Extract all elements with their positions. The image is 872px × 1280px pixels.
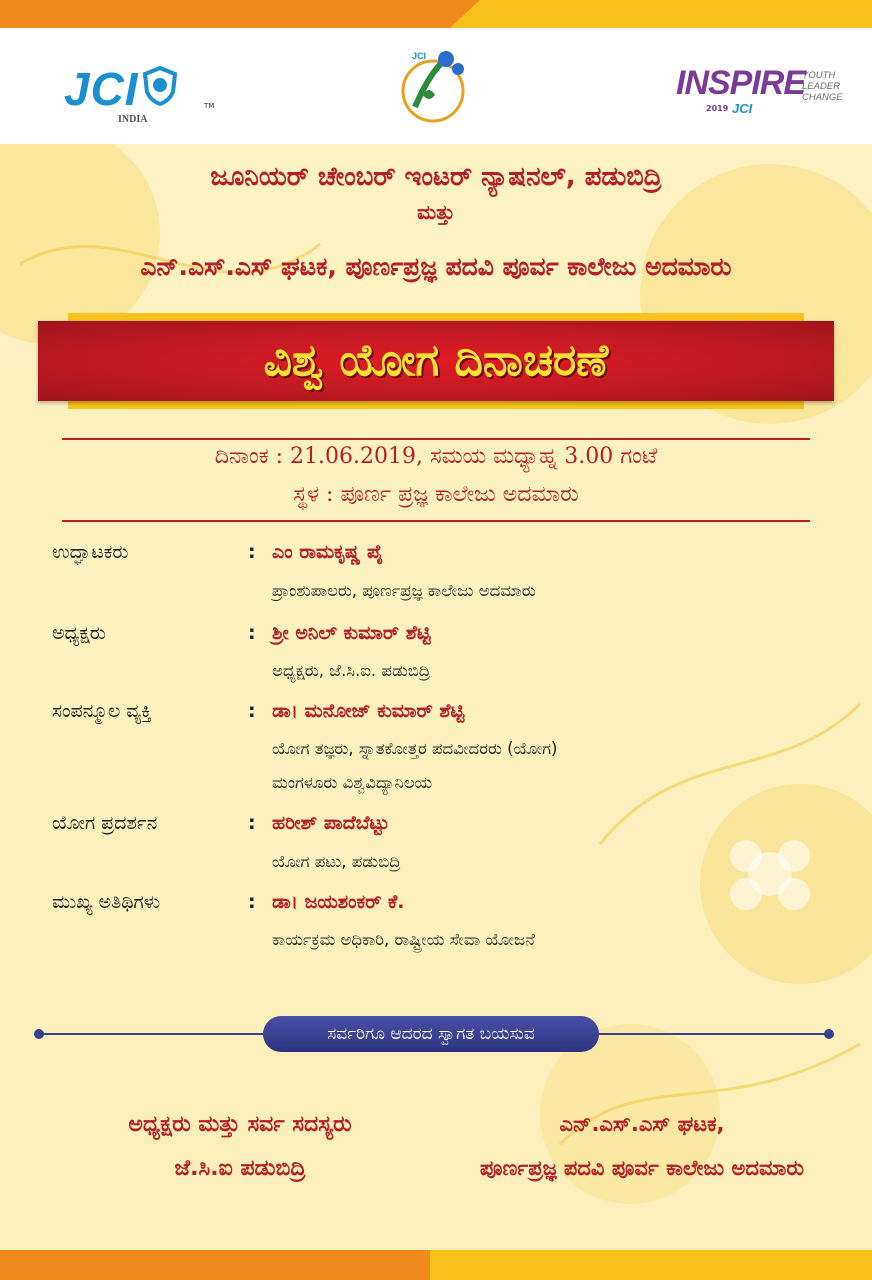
footer-right-line-2: ಪೂರ್ಣಪ್ರಜ್ಞ ಪದವಿ ಪೂರ್ವ ಕಾಲೇಜು ಅದಮಾರು bbox=[479, 1156, 805, 1180]
inspire-logo-word: INSPIRE bbox=[676, 64, 806, 102]
floral-decoration bbox=[0, 144, 872, 1250]
person-description: ಯೋಗ ತಜ್ಞರು, ಸ್ನಾತಕೋತ್ತರ ಪದವೀದರರು (ಯೋಗ) bbox=[272, 739, 558, 758]
inspire-tagline-leader: LEADER bbox=[802, 81, 841, 92]
divider-dot-right bbox=[824, 1029, 834, 1039]
jci-india-logo bbox=[64, 62, 215, 125]
poster-background bbox=[0, 144, 872, 1250]
top-color-strip bbox=[0, 0, 872, 28]
organizer-line-2: ಎನ್.ಎಸ್.ಎಸ್ ಘಟಕ, ಪೂರ್ಣಪ್ರಜ್ಞ ಪದವಿ ಪೂರ್ವ ಕಾಲೇಜು ಅದಮಾರು bbox=[140, 252, 732, 281]
person-description: ಮಂಗಳೂರು ವಿಶ್ವವಿದ್ಯಾನಿಲಯ bbox=[272, 773, 433, 792]
person-name: ಡಾ। ಜಯಶಂಕರ್ ಕೆ. bbox=[272, 891, 405, 913]
inspire-jci: JCI bbox=[732, 101, 753, 116]
welcome-pill: ಸರ್ವರಿಗೂ ಆದರದ ಸ್ವಾಗತ ಬಯಸುವ bbox=[263, 1016, 599, 1052]
colon: : bbox=[248, 700, 256, 722]
person-name: ಹರೀಶ್ ಪಾದೆಬೆಟ್ಟು bbox=[272, 812, 390, 834]
bottom-color-strip bbox=[0, 1250, 872, 1280]
role-label: ಅಧ್ಯಕ್ಷರು bbox=[52, 622, 106, 644]
organizer-line-1: ಜೂನಿಯರ್ ಚೇಂಬರ್ ಇಂಟರ್ ನ್ಯಾಷನಲ್, ಪಡುಬಿದ್ರಿ bbox=[210, 162, 662, 192]
organizer-and: ಮತ್ತು bbox=[417, 200, 455, 224]
inspire-logo bbox=[676, 64, 843, 116]
jci-india-text: INDIA bbox=[118, 114, 148, 125]
event-title-banner bbox=[38, 313, 834, 409]
colon: : bbox=[248, 812, 256, 834]
colon: : bbox=[248, 891, 256, 913]
inspire-tagline bbox=[802, 70, 843, 103]
divider-top bbox=[62, 438, 810, 440]
footer-left-line-1: ಅಧ್ಯಕ್ಷರು ಮತ್ತು ಸರ್ವ ಸದಸ್ಯರು bbox=[128, 1112, 352, 1137]
footer-left-line-2: ಜೆ.ಸಿ.ಐ ಪಡುಬಿದ್ರಿ bbox=[174, 1156, 306, 1181]
trademark-mark: TM bbox=[204, 102, 215, 110]
event-venue: ಸ್ಥಳ : ಪೂರ್ಣ ಪ್ರಜ್ಞ ಕಾಲೇಜು ಅದಮಾರು bbox=[293, 482, 579, 507]
inspire-year: 2019 bbox=[706, 104, 729, 113]
colon: : bbox=[248, 541, 256, 563]
event-title: ವಿಶ್ವ ಯೋಗ ದಿನಾಚರಣೆ bbox=[263, 335, 609, 386]
person-description: ಅಧ್ಯಕ್ಷರು, ಜೆ.ಸಿ.ಐ. ಪಡುಬಿದ್ರಿ bbox=[272, 661, 431, 680]
role-label: ಉದ್ಘಾಟಕರು bbox=[52, 541, 129, 563]
person-description: ಕಾರ್ಯಕ್ರಮ ಅಧಿಕಾರಿ, ರಾಷ್ಟ್ರೀಯ ಸೇವಾ ಯೋಜನೆ bbox=[272, 930, 535, 949]
footer-right-line-1: ಎನ್.ಎಸ್.ಎಸ್ ಘಟಕ, bbox=[559, 1112, 725, 1136]
yoga-day-emblem bbox=[390, 45, 476, 129]
person-name: ಶ್ರೀ ಅನಿಲ್ ಕುಮಾರ್ ಶೆಟ್ಟಿ bbox=[272, 622, 431, 644]
divider-dot-left bbox=[34, 1029, 44, 1039]
person-name: ಡಾ। ಮನೋಜ್ ಕುಮಾರ್ ಶೆಟ್ಟಿ bbox=[272, 700, 465, 722]
center-logo-jci: JCI bbox=[412, 51, 427, 61]
event-date-time: ದಿನಾಂಕ : 21.06.2019, ಸಮಯ ಮಧ್ಯಾಹ್ನ 3.00 ಗಂಟೆ bbox=[214, 444, 658, 469]
role-label: ಮುಖ್ಯ ಅತಿಥಿಗಳು bbox=[52, 891, 161, 913]
role-label: ಸಂಪನ್ಮೂಲ ವ್ಯಕ್ತಿ bbox=[52, 700, 152, 722]
divider-bottom bbox=[62, 520, 810, 522]
person-name: ಎಂ ರಾಮಕೃಷ್ಣ ಪೈ bbox=[272, 541, 384, 563]
person-description: ಯೋಗ ಪಟು, ಪಡುಬಿದ್ರಿ bbox=[272, 852, 401, 871]
colon: : bbox=[248, 622, 256, 644]
inspire-tagline-change: CHANGE bbox=[802, 92, 843, 103]
jci-shield-icon bbox=[143, 66, 177, 106]
inspire-tagline-youth: YOUTH bbox=[802, 70, 836, 81]
jci-logo-text: JCI bbox=[64, 63, 139, 115]
person-description: ಪ್ರಾಂಶುಪಾಲರು, ಪೂರ್ಣಪ್ರಜ್ಞ ಕಾಲೇಜು ಅದಮಾರು bbox=[272, 581, 536, 600]
role-label: ಯೋಗ ಪ್ರದರ್ಶನ bbox=[52, 812, 158, 834]
